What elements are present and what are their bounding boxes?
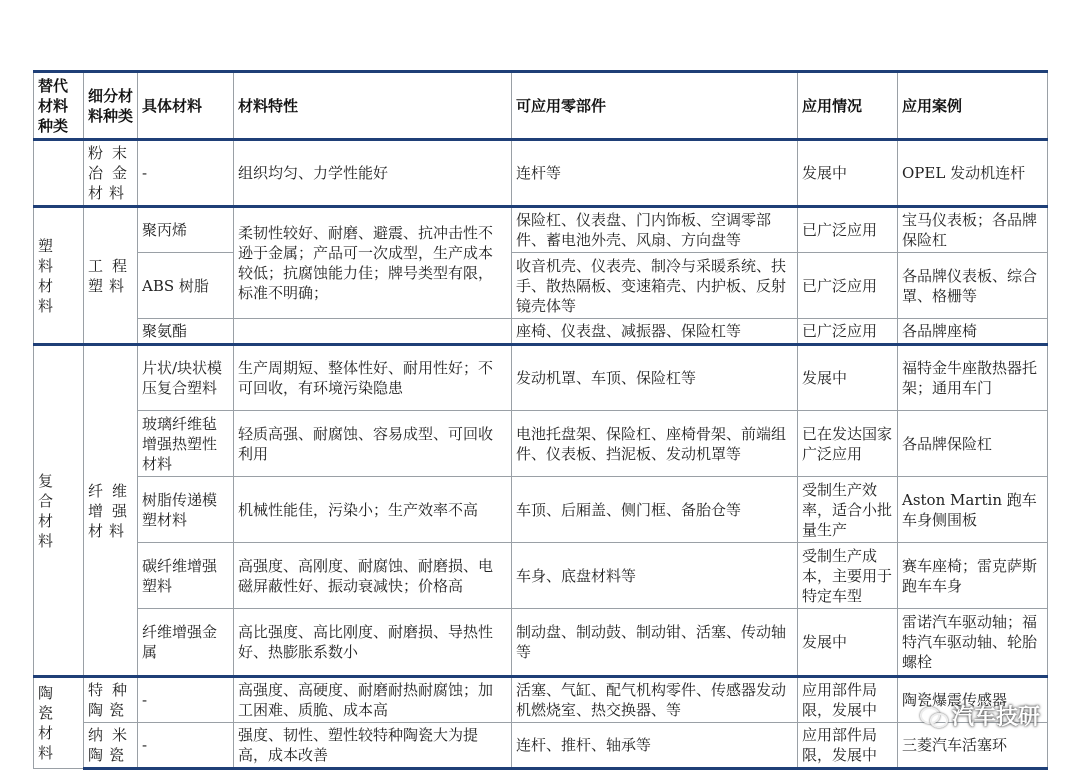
- table-cell: 碳纤维增强塑料: [138, 543, 234, 609]
- table-cell: 工程塑料: [84, 207, 138, 345]
- table-row: [34, 140, 1048, 207]
- table-cell: 已广泛应用: [798, 319, 898, 345]
- table-cell: 三菱汽车活塞环: [898, 723, 1048, 769]
- table-cell: 车顶、后厢盖、侧门框、备胎仓等: [512, 477, 798, 543]
- table-cell: -: [138, 140, 234, 207]
- table-cell: 福特金牛座散热器托架；通用车门: [898, 345, 1048, 411]
- table-cell: 轻质高强、耐腐蚀、容易成型、可回收利用: [234, 411, 512, 477]
- table-cell: 复合材料: [34, 345, 84, 677]
- table-cell: 发展中: [798, 609, 898, 677]
- table-cell: [234, 319, 512, 345]
- table-cell: OPEL 发动机连杆: [898, 140, 1048, 207]
- table-cell: 玻璃纤维毡增强热塑性材料: [138, 411, 234, 477]
- table-cell: -: [138, 723, 234, 769]
- header-cell: 具体材料: [138, 72, 234, 140]
- watermark-text: 汽车技研: [951, 705, 1040, 730]
- table-row: [34, 207, 1048, 253]
- table-cell: -: [138, 677, 234, 723]
- table-cell: 高比强度、高比刚度、耐磨损、导热性好、热膨胀系数小: [234, 609, 512, 677]
- table-row: [34, 319, 1048, 345]
- table-cell: 车身、底盘材料等: [512, 543, 798, 609]
- table-cell: 雷诺汽车驱动轴；福特汽车驱动轴、轮胎螺栓: [898, 609, 1048, 677]
- table-cell: 受制生产成本，主要用于特定车型: [798, 543, 898, 609]
- table-cell: 聚丙烯: [138, 207, 234, 253]
- table-cell: 赛车座椅；雷克萨斯跑车车身: [898, 543, 1048, 609]
- table-cell: 发动机罩、车顶、保险杠等: [512, 345, 798, 411]
- table-cell: Aston Martin 跑车车身侧围板: [898, 477, 1048, 543]
- header-cell: 替代材料种类: [34, 72, 84, 140]
- table-cell: 组织均匀、力学性能好: [234, 140, 512, 207]
- table-cell: 树脂传递模塑材料: [138, 477, 234, 543]
- table-cell: 高强度、高硬度、耐磨耐热耐腐蚀；加工困难、质脆、成本高: [234, 677, 512, 723]
- header-cell: 材料特性: [234, 72, 512, 140]
- table-cell: 柔韧性较好、耐磨、避震、抗冲击性不逊于金属；产品可一次成型，生产成本较低；抗腐蚀能力佳；牌号类型有限，标准不明确；: [234, 207, 512, 319]
- header-cell: 可应用零部件: [512, 72, 798, 140]
- table-cell: 纤维增强金属: [138, 609, 234, 677]
- table-cell: 连杆、推杆、轴承等: [512, 723, 798, 769]
- table-cell: 已广泛应用: [798, 207, 898, 253]
- table-cell: 活塞、气缸、配气机构零件、传感器发动机燃烧室、热交换器、等: [512, 677, 798, 723]
- table-cell: 聚氨酯: [138, 319, 234, 345]
- materials-table-sheet: [33, 70, 1047, 770]
- header-row: [34, 72, 1048, 140]
- table-cell: 纤维增强材料: [84, 345, 138, 677]
- table-cell: 已在发达国家广泛应用: [798, 411, 898, 477]
- table-cell: 发展中: [798, 140, 898, 207]
- table-cell: 陶瓷材料: [34, 677, 84, 769]
- table-cell: 制动盘、制动鼓、制动钳、活塞、传动轴等: [512, 609, 798, 677]
- table-cell: ABS 树脂: [138, 253, 234, 319]
- table-cell: 应用部件局限，发展中: [798, 677, 898, 723]
- table-cell: 收音机壳、仪表壳、制冷与采暖系统、扶手、散热隔板、变速箱壳、内护板、反射镜壳体等: [512, 253, 798, 319]
- table-cell: 宝马仪表板；各品牌保险杠: [898, 207, 1048, 253]
- table-cell: 已广泛应用: [798, 253, 898, 319]
- table-cell: 发展中: [798, 345, 898, 411]
- table-cell: 粉末冶金材料: [84, 140, 138, 207]
- table-cell: 纳米陶瓷: [84, 723, 138, 769]
- table-row: [34, 411, 1048, 477]
- table-row: [34, 477, 1048, 543]
- table-cell: 各品牌座椅: [898, 319, 1048, 345]
- table-cell: 受制生产效率，适合小批量生产: [798, 477, 898, 543]
- table-cell: 塑料材料: [34, 207, 84, 345]
- table-row: [34, 723, 1048, 769]
- table-cell: 生产周期短、整体性好、耐用性好；不可回收，有环境污染隐患: [234, 345, 512, 411]
- table-cell: 机械性能佳，污染小；生产效率不高: [234, 477, 512, 543]
- table-cell: 特种陶瓷: [84, 677, 138, 723]
- header-cell: 应用案例: [898, 72, 1048, 140]
- table-cell: 连杆等: [512, 140, 798, 207]
- header-cell: 应用情况: [798, 72, 898, 140]
- materials-table: [33, 70, 1048, 770]
- table-row: [34, 345, 1048, 411]
- table-row: [34, 543, 1048, 609]
- table-row: [34, 609, 1048, 677]
- table-row: [34, 253, 1048, 319]
- table-cell: 座椅、仪表盘、减振器、保险杠等: [512, 319, 798, 345]
- table-cell: 电池托盘架、保险杠、座椅骨架、前端组件、仪表板、挡泥板、发动机罩等: [512, 411, 798, 477]
- table-cell: 强度、韧性、塑性较特种陶瓷大为提高，成本改善: [234, 723, 512, 769]
- table-cell: 应用部件局限，发展中: [798, 723, 898, 769]
- table-row: [34, 677, 1048, 723]
- table-cell: 片状/块状模压复合塑料: [138, 345, 234, 411]
- table-cell: 保险杠、仪表盘、门内饰板、空调零部件、蓄电池外壳、风扇、方向盘等: [512, 207, 798, 253]
- table-cell: 各品牌仪表板、综合罩、格栅等: [898, 253, 1048, 319]
- table-cell: [34, 140, 84, 207]
- header-cell: 细分材料种类: [84, 72, 138, 140]
- table-cell: 高强度、高刚度、耐腐蚀、耐磨损、电磁屏蔽性好、振动衰减快；价格高: [234, 543, 512, 609]
- table-cell: 陶瓷爆震传感器: [898, 677, 1048, 723]
- table-cell: 各品牌保险杠: [898, 411, 1048, 477]
